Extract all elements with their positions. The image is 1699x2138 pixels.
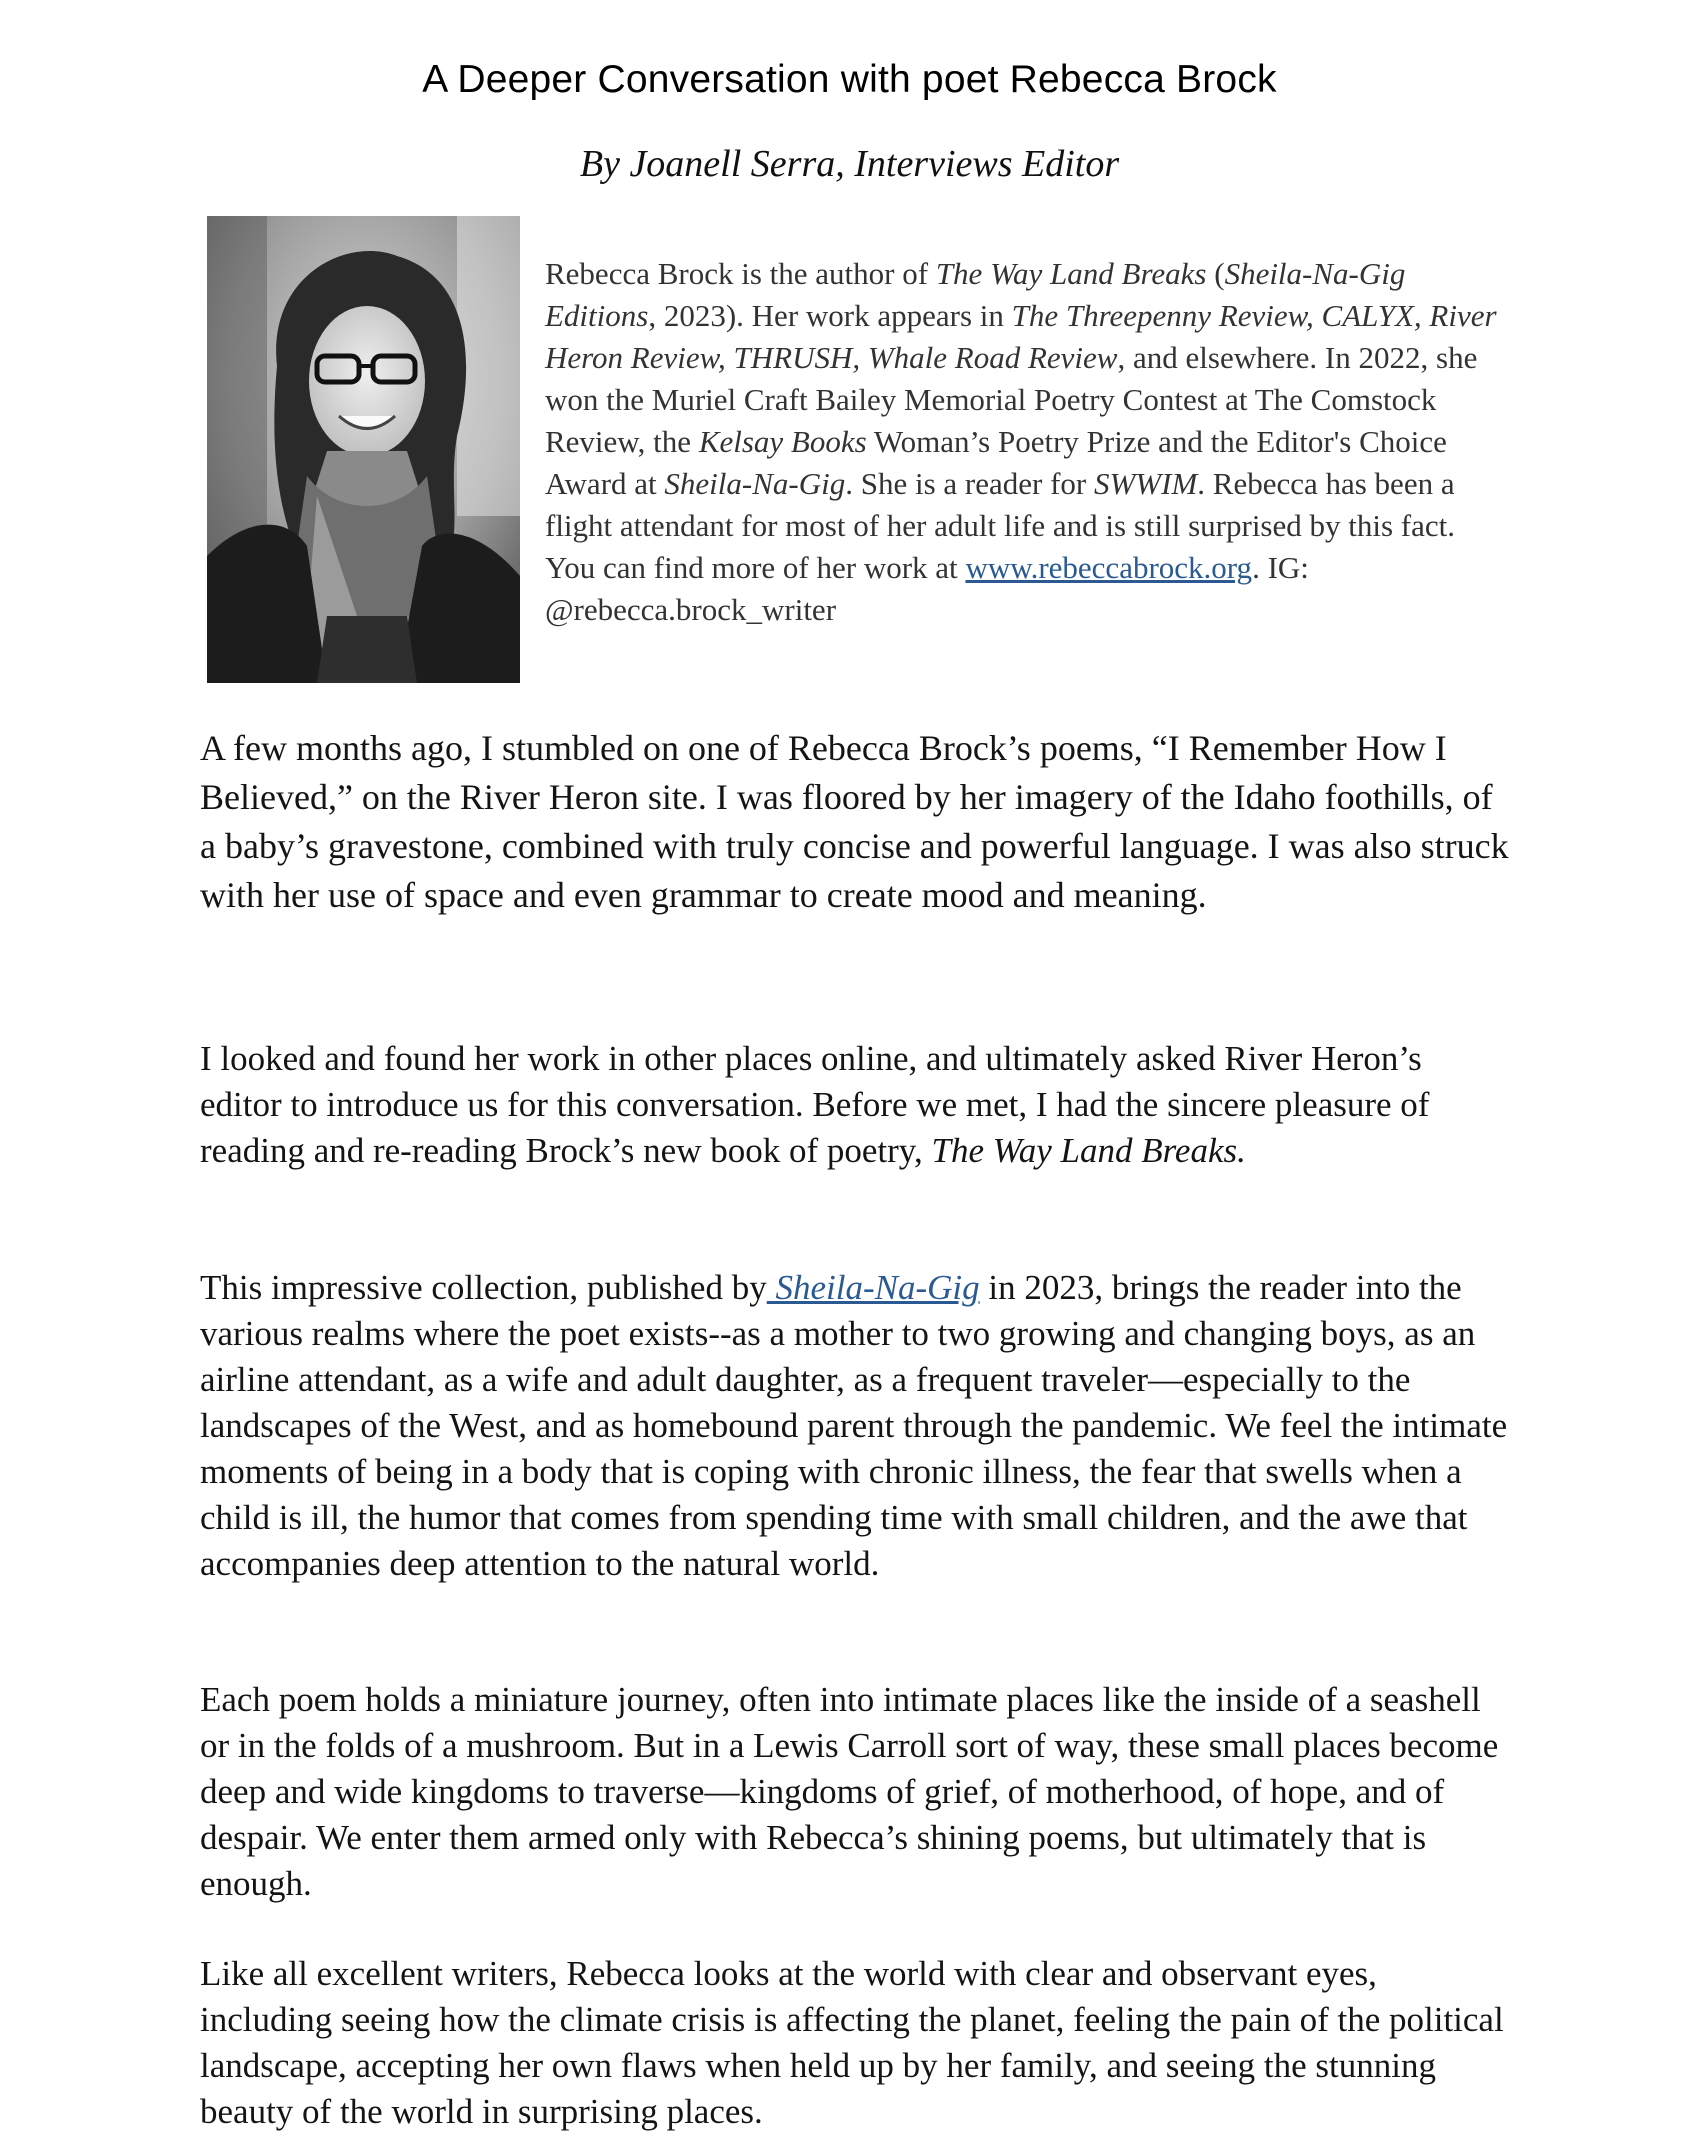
bio-book-title: The Way Land Breaks bbox=[935, 256, 1207, 291]
paragraph-collection bbox=[200, 1265, 1510, 1587]
bio-text: . Rebecca has been a flight attendant for most of her adult life and is still surprised by this fact. You can find more of her work at bbox=[545, 466, 1456, 585]
paragraph-world: Like all excellent writers, Rebecca looks at the world with clear and observant eyes, including seeing how the climate crisis is affecting the planet, feeling the pain of the political landscape, accepting her own flaws when held up by her family, and seeing the stunning beauty of the world in surprising places. bbox=[200, 1954, 1504, 2131]
bio-publisher: Sheila-Na-Gig Editions bbox=[545, 256, 1406, 333]
paragraph-text: I looked and found her work in other places online, and ultimately asked River Heron’s editor to introduce us for this conversation. Before we met, I had the sincere pleasure of reading and re-reading Brock’s new book of poetry, bbox=[200, 1039, 1430, 1170]
paragraph-journey: Each poem holds a miniature journey, often into intimate places like the inside of a seashell or in the folds of a mushroom. But in a Lewis Carroll sort of way, these small places become deep and wide kingdoms to traverse—kingdoms of grief, of motherhood, of hope, and of despair. We enter them armed only with Rebecca’s shining poems, but ultimately that is enough. bbox=[200, 1680, 1499, 1903]
author-website-link[interactable]: www.rebeccabrock.org bbox=[965, 550, 1253, 585]
author-bio bbox=[545, 253, 1505, 631]
bio-swwim: SWWIM bbox=[1093, 466, 1198, 501]
paragraph-text: This impressive collection, published by bbox=[200, 1268, 767, 1307]
bio-text: ( bbox=[1206, 256, 1225, 291]
paragraph-text: in 2023, brings the reader into the various realms where the poet exists--as a mother to two growing and changing boys, as an airline attendant, as a wife and adult daughter, as a frequent traveler—especially to the landscapes of the West, and as homebound parent through the pandemic. We feel the intimate moments of being in a body that is coping with chronic illness, the fear that swells when a child is ill, the humor that comes from spending time with small children, and the awe that accompanies deep attention to the natural world. bbox=[200, 1268, 1508, 1583]
bio-text: . She is a reader for bbox=[845, 466, 1094, 501]
article-title: A Deeper Conversation with poet Rebecca Brock bbox=[422, 58, 1277, 101]
bio-text: , and elsewhere. In 2022, she won the Muriel Craft Bailey Memorial Poetry Contest at The Comstock Review, the bbox=[545, 340, 1478, 459]
bio-sheila-na-gig: Sheila-Na-Gig bbox=[664, 466, 846, 501]
bio-text: , 2023). Her work appears in bbox=[648, 298, 1012, 333]
paragraph-discovery bbox=[200, 1036, 1510, 1174]
bio-text: Woman’s Poetry Prize and the Editor's Choice Award at bbox=[545, 424, 1447, 501]
byline: By Joanell Serra, Interviews Editor bbox=[579, 143, 1120, 185]
author-portrait bbox=[207, 216, 520, 683]
bio-text: Rebecca Brock is the author of bbox=[545, 256, 936, 291]
bio-text: . IG: @rebecca.brock_writer bbox=[545, 550, 1309, 627]
paragraph-intro: A few months ago, I stumbled on one of Rebecca Brock’s poems, “I Remember How I Believed,” on the River Heron site. I was floored by her imagery of the Idaho foothills, of a baby’s gravestone, combined with truly concise and powerful language. I was also struck with her use of space and even grammar to create mood and meaning. bbox=[200, 728, 1509, 915]
bio-journals: The Threepenny Review, CALYX, River Heron Review, THRUSH, Whale Road Review bbox=[545, 298, 1497, 375]
bio-kelsay-books: Kelsay Books bbox=[698, 424, 867, 459]
sheila-na-gig-link[interactable]: Sheila-Na-Gig bbox=[766, 1268, 980, 1307]
book-title: The Way Land Breaks. bbox=[931, 1131, 1246, 1170]
